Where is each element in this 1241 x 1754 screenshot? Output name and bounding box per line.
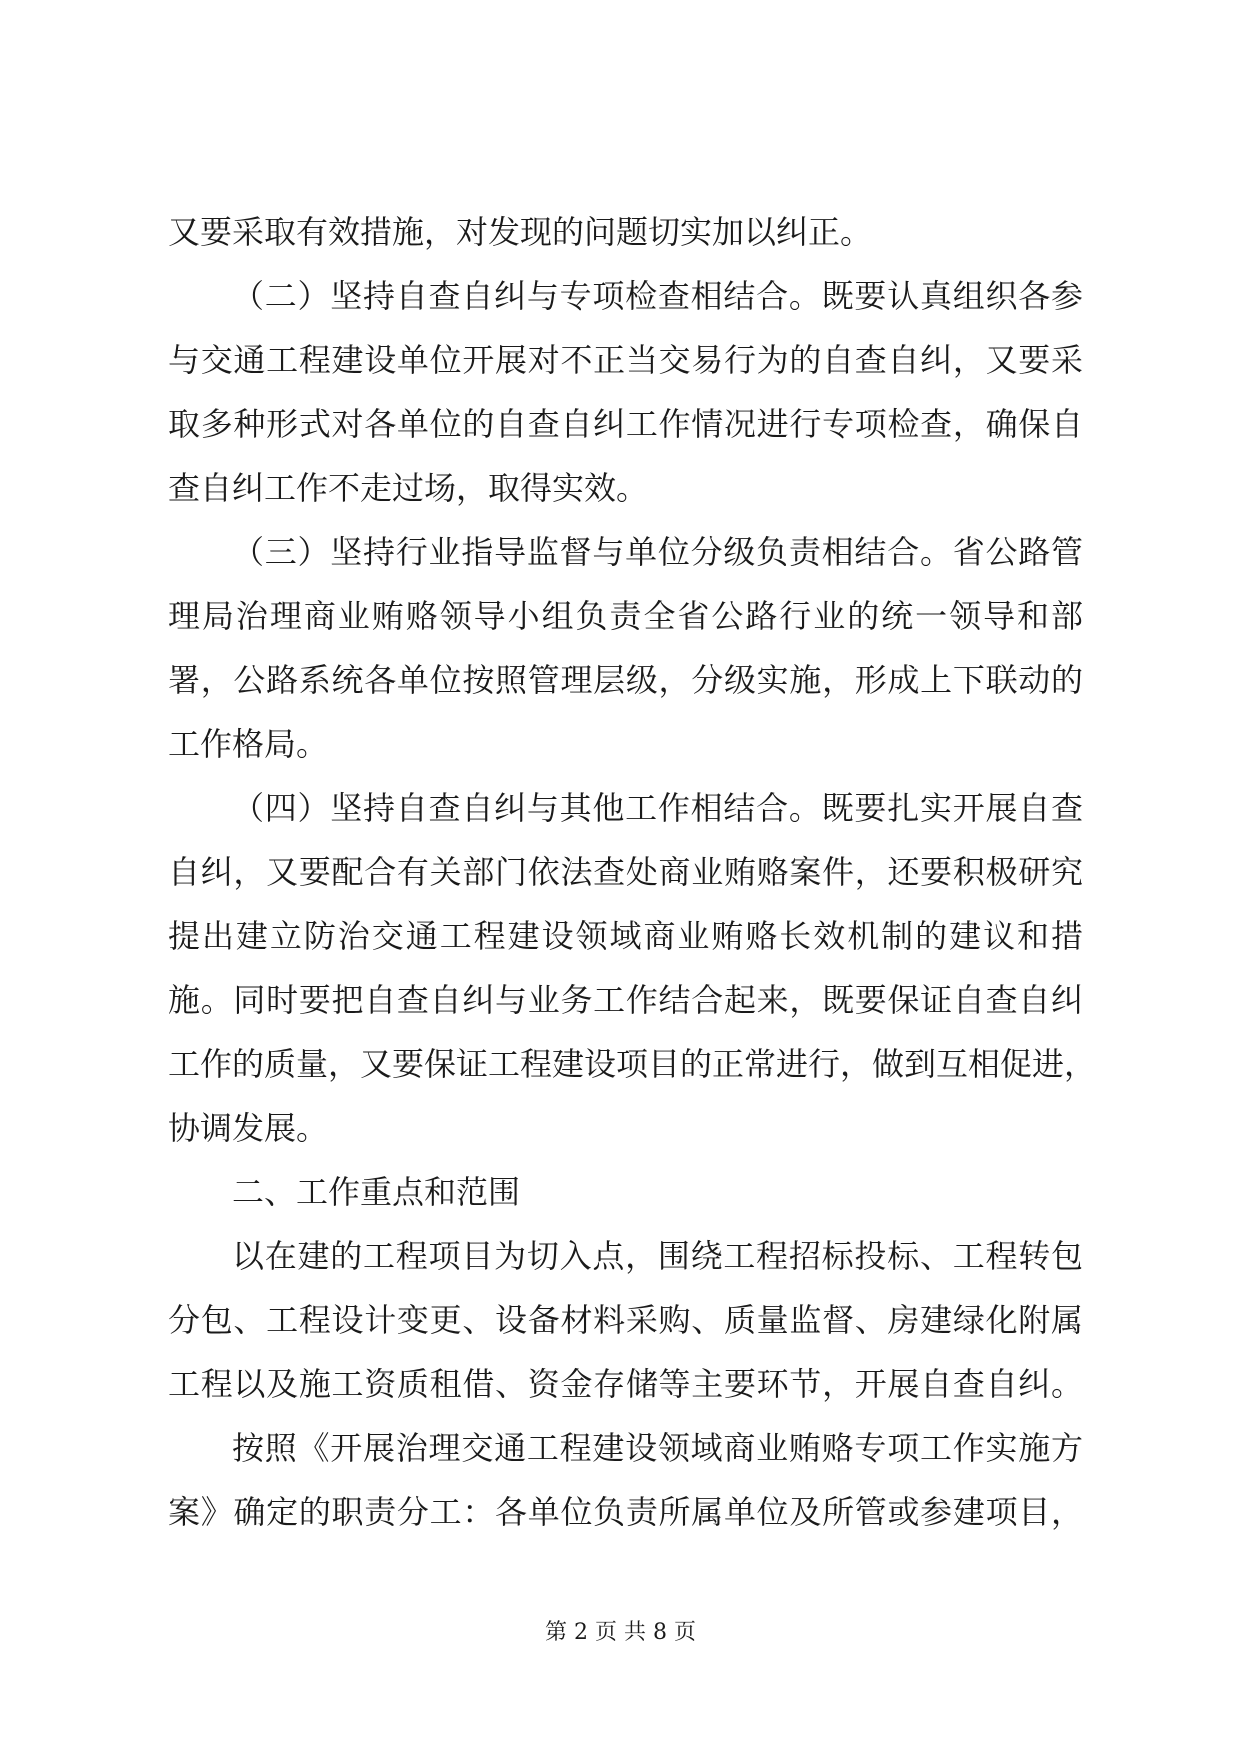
paragraph-line: 案》确定的职责分工：各单位负责所属单位及所管或参建项目，	[168, 1493, 1083, 1531]
document-body	[168, 200, 1097, 1544]
paragraph-line: 协调发展。	[168, 1109, 329, 1147]
paragraph-line: 取多种形式对各单位的自查自纠工作情况进行专项检查，确保自	[168, 405, 1083, 443]
paragraph-line: （四）坚持自查自纠与其他工作相结合。既要扎实开展自查	[232, 789, 1083, 827]
paragraph-line: 自纠，又要配合有关部门依法查处商业贿赂案件，还要积极研究	[168, 853, 1083, 891]
paragraph-line: 施。同时要把自查自纠与业务工作结合起来，既要保证自查自纠	[168, 981, 1083, 1019]
paragraph-line: 提出建立防治交通工程建设领域商业贿赂长效机制的建议和措	[168, 917, 1083, 955]
section-heading: 二、工作重点和范围	[232, 1173, 521, 1211]
paragraph-line: 工程以及施工资质租借、资金存储等主要环节，开展自查自纠。	[168, 1365, 1083, 1403]
paragraph-line: 工作格局。	[168, 725, 329, 763]
paragraph-line: （二）坚持自查自纠与专项检查相结合。既要认真组织各参	[232, 277, 1083, 315]
paragraph-line: 按照《开展治理交通工程建设领域商业贿赂专项工作实施方	[232, 1429, 1083, 1467]
paragraph-line: 分包、工程设计变更、设备材料采购、质量监督、房建绿化附属	[168, 1301, 1083, 1339]
page-footer: 第 2 页 共 8 页	[545, 1620, 696, 1645]
paragraph-line: （三）坚持行业指导监督与单位分级负责相结合。省公路管	[232, 533, 1083, 571]
paragraph-line: 以在建的工程项目为切入点，围绕工程招标投标、工程转包	[232, 1237, 1083, 1275]
paragraph-line: 查自纠工作不走过场，取得实效。	[168, 469, 649, 507]
paragraph-line: 理局治理商业贿赂领导小组负责全省公路行业的统一领导和部	[168, 597, 1083, 635]
paragraph-line: 署，公路系统各单位按照管理层级，分级实施，形成上下联动的	[168, 661, 1083, 699]
paragraph-line: 又要采取有效措施，对发现的问题切实加以纠正。	[168, 213, 873, 251]
paragraph-line: 与交通工程建设单位开展对不正当交易行为的自查自纠，又要采	[168, 341, 1083, 379]
paragraph-line: 工作的质量，又要保证工程建设项目的正常进行，做到互相促进，	[168, 1045, 1097, 1083]
